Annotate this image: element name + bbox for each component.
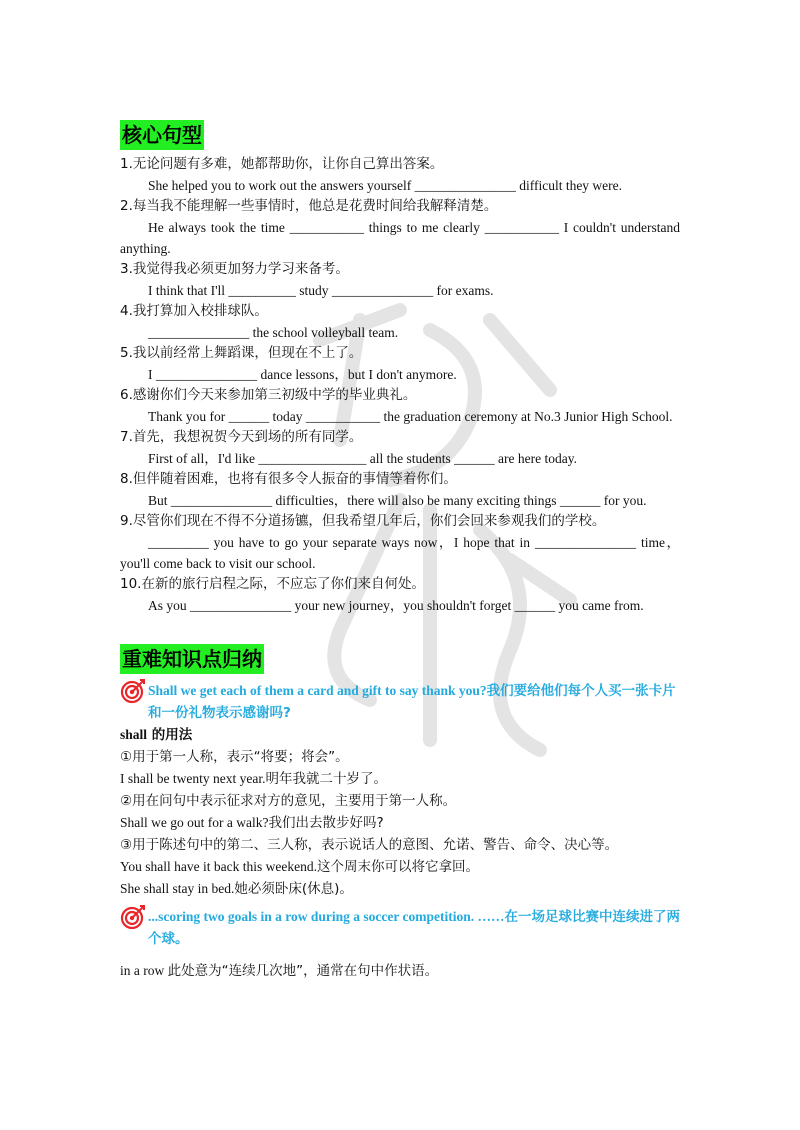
usage-note-cn: ①用于第一人称，表示“将要；将会”。 [120,749,349,765]
section-heading-key-points: 重难知识点归纳 [120,644,264,674]
sentence-item [120,469,680,511]
sentence-item [120,343,680,385]
target-icon [120,904,146,930]
usage-line [120,790,680,812]
sentence-cn: 8.但伴随着困难，也将有很多令人振奋的事情等着你们。 [120,471,457,487]
usage-example-en: She shall stay in bed. [120,881,235,896]
usage-subheading-label: 的用法 [147,727,193,743]
sentence-en: Thank you for ______ today ___________ the graduation ceremony at No.3 Junior High School. [148,409,673,424]
sentence-list [120,154,680,616]
usage-line [120,768,680,790]
sentence-cn: 6.感谢你们今天来参加第三初级中学的毕业典礼。 [120,387,417,403]
usage-note-cn: 她必须卧床(休息)。 [234,881,353,897]
section-heading-core-sentences: 核心句型 [120,120,204,150]
sentence-cn: 4.我打算加入校排球队。 [120,303,268,319]
usage-example-en: in a row [120,963,168,978]
usage-line [120,746,680,768]
sentence-cn: 2.每当我不能理解一些事情时，他总是花费时间给我解释清楚。 [120,198,498,214]
sentence-en: He always took the time ___________ things to me clearly ___________ I couldn't understand anything. [120,220,680,256]
sentence-cn: 5.我以前经常上舞蹈课，但现在不上了。 [120,345,363,361]
key-point-title [148,680,680,724]
sentence-en: First of all，I'd like ________________ all the students ______ are here today. [148,451,577,466]
usage-subheading [120,724,680,746]
usage-example-en: You shall have it back this weekend. [120,859,317,874]
sentence-cn: 1.无论问题有多难，她都帮助你，让你自己算出答案。 [120,156,444,172]
worksheet [120,120,680,982]
sentence-cn: 3.我觉得我必须更加努力学习来备考。 [120,261,349,277]
usage-example-en: Shall we go out for a walk? [120,815,269,830]
target-icon [120,678,146,704]
key-point-title-cn: 在一场足球比赛中连续进了两个球。 [148,909,680,947]
usage-note-cn: ②用在问句中表示征求对方的意见，主要用于第一人称。 [120,793,457,809]
section-key-points [120,644,680,982]
sentence-item [120,385,680,427]
sentence-item [120,196,680,259]
key-point-title-cn: 我们要给他们每个人买一张卡片和一份礼物表示感谢吗? [148,683,676,721]
usage-example-en: I shall be twenty next year. [120,771,266,786]
usage-note-cn: ③用于陈述句中的第二、三人称，表示说话人的意图、允诺、警告、命令、决心等。 [120,837,619,853]
usage-line [120,878,680,900]
usage-note-cn: 明年我就二十岁了。 [265,771,387,787]
usage-note-cn: 这个周末你可以将它拿回。 [316,859,479,875]
sentence-item [120,259,680,301]
key-point-title-en: Shall we get each of them a card and gift to say thank you? [148,683,487,698]
section-core-sentences [120,120,680,616]
sentence-item [120,511,680,574]
sentence-en: _________ you have to go your separate ways now，I hope that in _______________ time，you'll come back to visit our school. [120,535,680,571]
sentence-en: But _______________ difficulties，there will also be many exciting things ______ for you. [148,493,647,508]
sentence-item [120,427,680,469]
sentence-item [120,301,680,343]
sentence-item [120,154,680,196]
key-point-title [148,906,680,950]
sentence-en: _______________ the school volleyball team. [148,325,399,340]
sentence-en: I _______________ dance lessons，but I don't anymore. [148,367,457,382]
usage-subheading-word: shall [120,727,148,742]
key-point-2 [120,906,680,950]
usage-note-cn: 我们出去散步好吗? [268,815,384,831]
usage-line [120,834,680,856]
sentence-en: She helped you to work out the answers yourself _______________ difficult they were. [148,178,623,193]
sentence-cn: 9.尽管你们现在不得不分道扬镳，但我希望几年后，你们会回来参观我们的学校。 [120,513,606,529]
sentence-en: I think that I'll __________ study _______________ for exams. [148,283,494,298]
usage-line [120,812,680,834]
sentence-cn: 7.首先，我想祝贺今天到场的所有同学。 [120,429,363,445]
key-point-1 [120,680,680,724]
key-point-title-en: ...scoring two goals in a row during a soccer competition. …… [148,909,505,924]
usage-line [120,856,680,878]
usage-note-cn: 此处意为“连续几次地”，通常在句中作状语。 [167,963,439,979]
sentence-en: As you _______________ your new journey，you shouldn't forget ______ you came from. [148,598,644,613]
sentence-cn: 10.在新的旅行启程之际，不应忘了你们来自何处。 [120,576,425,592]
sentence-item [120,574,680,616]
usage-line [120,960,680,982]
